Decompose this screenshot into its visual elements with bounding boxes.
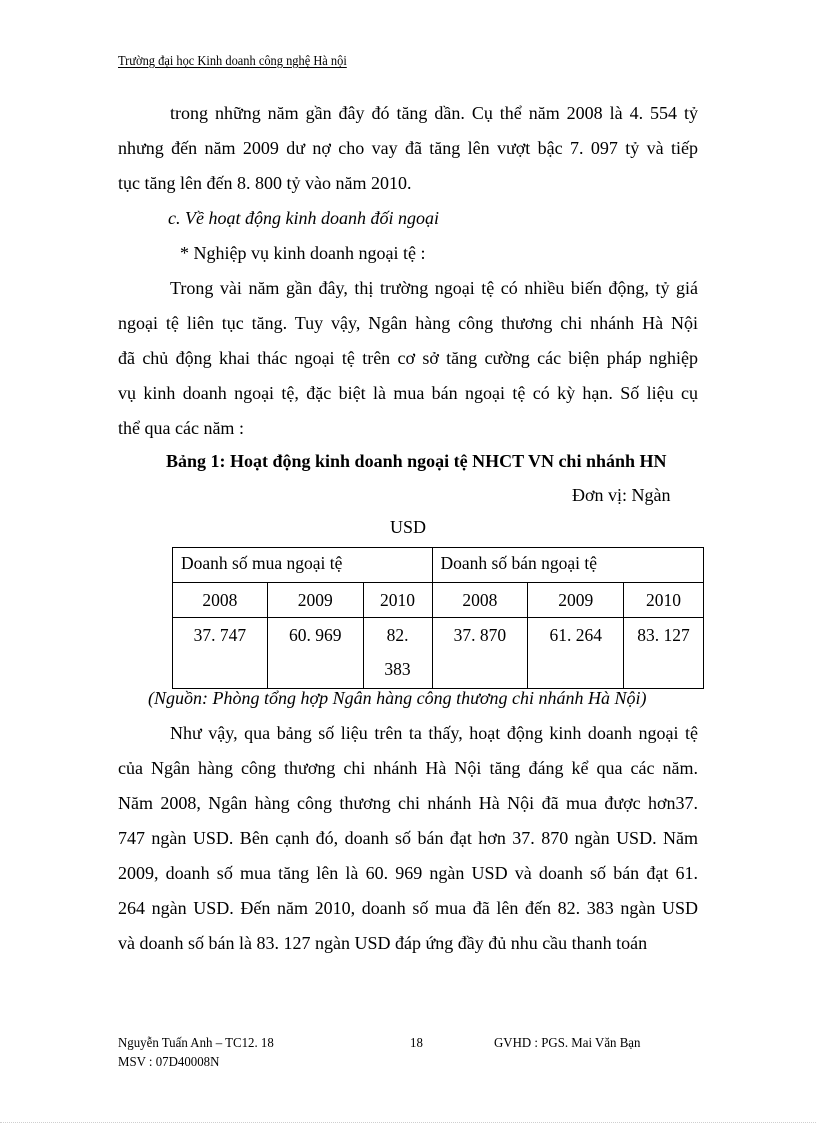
sub-heading: * Nghiệp vụ kinh doanh ngoại tệ : (180, 243, 426, 263)
paragraph-line: 264 ngàn USD. Đến năm 2010, doanh số mua đã lên đến 82. 383 ngàn USD (118, 898, 698, 918)
table-cell-value: 60. 969 (267, 618, 363, 689)
table-cell-value: 37. 870 (432, 618, 528, 689)
paragraph-line: Năm 2008, Ngân hàng công thương chi nhánh Hà Nội đã mua được hơn37. (118, 793, 698, 813)
intro-paragraph (118, 96, 698, 201)
paragraph-line: 2009, doanh số mua tăng lên là 60. 969 ngàn USD và doanh số bán đạt 61. (118, 863, 698, 883)
footer-page-number: 18 (410, 1036, 423, 1051)
table-source: (Nguồn: Phòng tổng hợp Ngân hàng công thương chi nhánh Hà Nội) (148, 688, 647, 708)
table-cell-year: 2009 (267, 583, 363, 618)
fx-paragraph (118, 271, 698, 446)
paragraph-line: đã chủ động khai thác ngoại tệ trên cơ sở tăng cường các biện pháp nghiệp (118, 348, 698, 368)
table-cell-year: 2009 (528, 583, 624, 618)
footer-author: Nguyễn Tuấn Anh – TC12. 18 (118, 1036, 274, 1051)
footer-student-id: MSV : 07D40008N (118, 1055, 220, 1070)
paragraph-line: thể qua các năm : (118, 418, 244, 438)
table-cell-year: 2008 (432, 583, 528, 618)
table-cell-value: 37. 747 (173, 618, 268, 689)
paragraph-line: Như vậy, qua bảng số liệu trên ta thấy, hoạt động kinh doanh ngoại tệ (170, 723, 698, 743)
table-caption: Bảng 1: Hoạt động kinh doanh ngoại tệ NHCT VN chi nhánh HN (166, 451, 667, 471)
fx-table (172, 547, 704, 689)
table-cell-value-part: 82. (386, 625, 409, 645)
table-unit-continued: USD (390, 517, 427, 537)
paragraph-line: 747 ngàn USD. Bên cạnh đó, doanh số bán đạt hơn 37. 870 ngàn USD. Năm (118, 828, 698, 848)
paragraph-line: vụ kinh doanh ngoại tệ, đặc biệt là mua bán ngoại tệ có kỳ hạn. Số liệu cụ (118, 383, 698, 403)
table-cell-value: 83. 127 (624, 618, 704, 689)
paragraph-line: ngoại tệ liên tục tăng. Tuy vậy, Ngân hàng công thương chi nhánh Hà Nội (118, 313, 698, 333)
table-year-row (173, 583, 704, 618)
table-cell-year: 2008 (173, 583, 268, 618)
table-unit: Đơn vị: Ngàn (572, 485, 671, 505)
footer-advisor: GVHD : PGS. Mai Văn Bạn (494, 1036, 641, 1051)
table-header-buy: Doanh số mua ngoại tệ (173, 548, 433, 583)
paragraph-line: của Ngân hàng công thương chi nhánh Hà Nội tăng đáng kể qua các năm. (118, 758, 698, 778)
paragraph-line: tục tăng lên đến 8. 800 tỷ vào năm 2010. (118, 173, 412, 193)
table-cell-year: 2010 (363, 583, 432, 618)
paragraph-line: trong những năm gần đây đó tăng dần. Cụ thể năm 2008 là 4. 554 tỷ (170, 103, 698, 123)
paragraph-line: nhưng đến năm 2009 dư nợ cho vay đã tăng lên vượt bậc 7. 097 tỷ và tiếp (118, 138, 698, 158)
table-cell-value: 61. 264 (528, 618, 624, 689)
analysis-paragraph (118, 716, 698, 961)
table-header-row (173, 548, 704, 583)
table-header-sell: Doanh số bán ngoại tệ (432, 548, 704, 583)
table-cell-value (363, 618, 432, 689)
page-header: Trường đại học Kinh doanh công nghệ Hà nội (118, 53, 347, 68)
paragraph-line: và doanh số bán là 83. 127 ngàn USD đáp ứng đầy đủ nhu cầu thanh toán (118, 933, 648, 953)
table-cell-value-part: 383 (384, 659, 411, 679)
paragraph-line: Trong vài năm gần đây, thị trường ngoại tệ có nhiều biến động, tỷ giá (170, 278, 698, 298)
table-cell-year: 2010 (624, 583, 704, 618)
section-heading: c. Về hoạt động kinh doanh đối ngoại (168, 208, 439, 228)
table-value-row (173, 618, 704, 689)
